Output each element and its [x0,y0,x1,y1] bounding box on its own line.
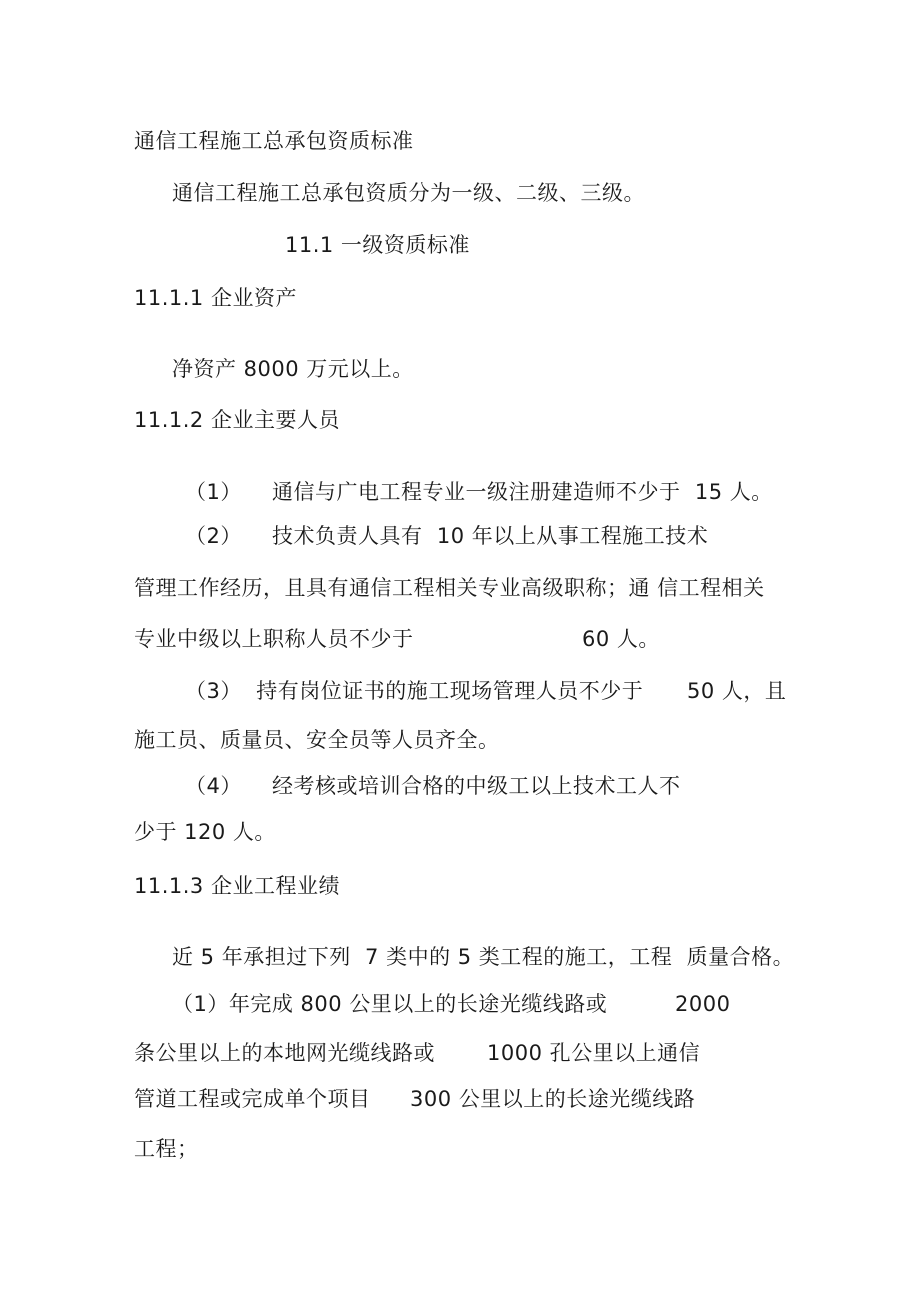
personnel-item-2-line-1: 技术负责人具有 10 年以上从事工程施工技术 [272,524,709,548]
personnel-item-2-number: （2） [185,524,242,548]
personnel-item-3-line-1: （3） 持有岗位证书的施工现场管理人员不少于 [185,679,644,703]
performance-item-1-value-1: 2000 [675,992,731,1016]
performance-heading: 11.1.3 企业工程业绩 [134,874,340,898]
personnel-item-2-line-3: 专业中级以上职称人员不少于 [134,627,414,651]
personnel-item-4-line-2: 少于 120 人。 [134,820,276,844]
personnel-item-1-number: （1） [185,480,242,504]
performance-item-1-line-2: 条公里以上的本地网光缆线路或 [134,1041,435,1065]
performance-intro: 近 5 年承担过下列 7 类中的 5 类工程的施工，工程 质量合格。 [172,945,795,969]
performance-item-1-value-2: 1000 孔公里以上通信 [487,1041,701,1065]
personnel-item-3-line-2: 施工员、质量员、安全员等人员齐全。 [134,728,500,752]
performance-item-1-line-4: 工程； [134,1137,199,1161]
personnel-item-2-count: 60 人。 [582,627,660,651]
personnel-item-3-count: 50 人，且 [687,679,787,703]
personnel-heading: 11.1.2 企业主要人员 [134,408,340,432]
personnel-item-2-line-2: 管理工作经历，且具有通信工程相关专业高级职称；通 信工程相关 [134,576,765,600]
assets-heading: 11.1.1 企业资产 [134,286,297,310]
document-title: 通信工程施工总承包资质标准 [134,129,414,153]
performance-item-1-line-1: （1）年完成 800 公里以上的长途光缆线路或 [172,992,608,1016]
intro-paragraph: 通信工程施工总承包资质分为一级、二级、三级。 [172,181,645,205]
personnel-item-4-number: （4） [185,774,242,798]
personnel-item-1-text: 通信与广电工程专业一级注册建造师不少于 15 人。 [272,480,773,504]
personnel-item-4-line-1: 经考核或培训合格的中级工以上技术工人不 [272,774,681,798]
assets-text: 净资产 8000 万元以上。 [172,357,414,381]
performance-item-1-value-3: 300 公里以上的长途光缆线路 [410,1087,696,1111]
performance-item-1-line-3: 管道工程或完成单个项目 [134,1087,371,1111]
section-heading: 11.1 一级资质标准 [285,233,470,257]
